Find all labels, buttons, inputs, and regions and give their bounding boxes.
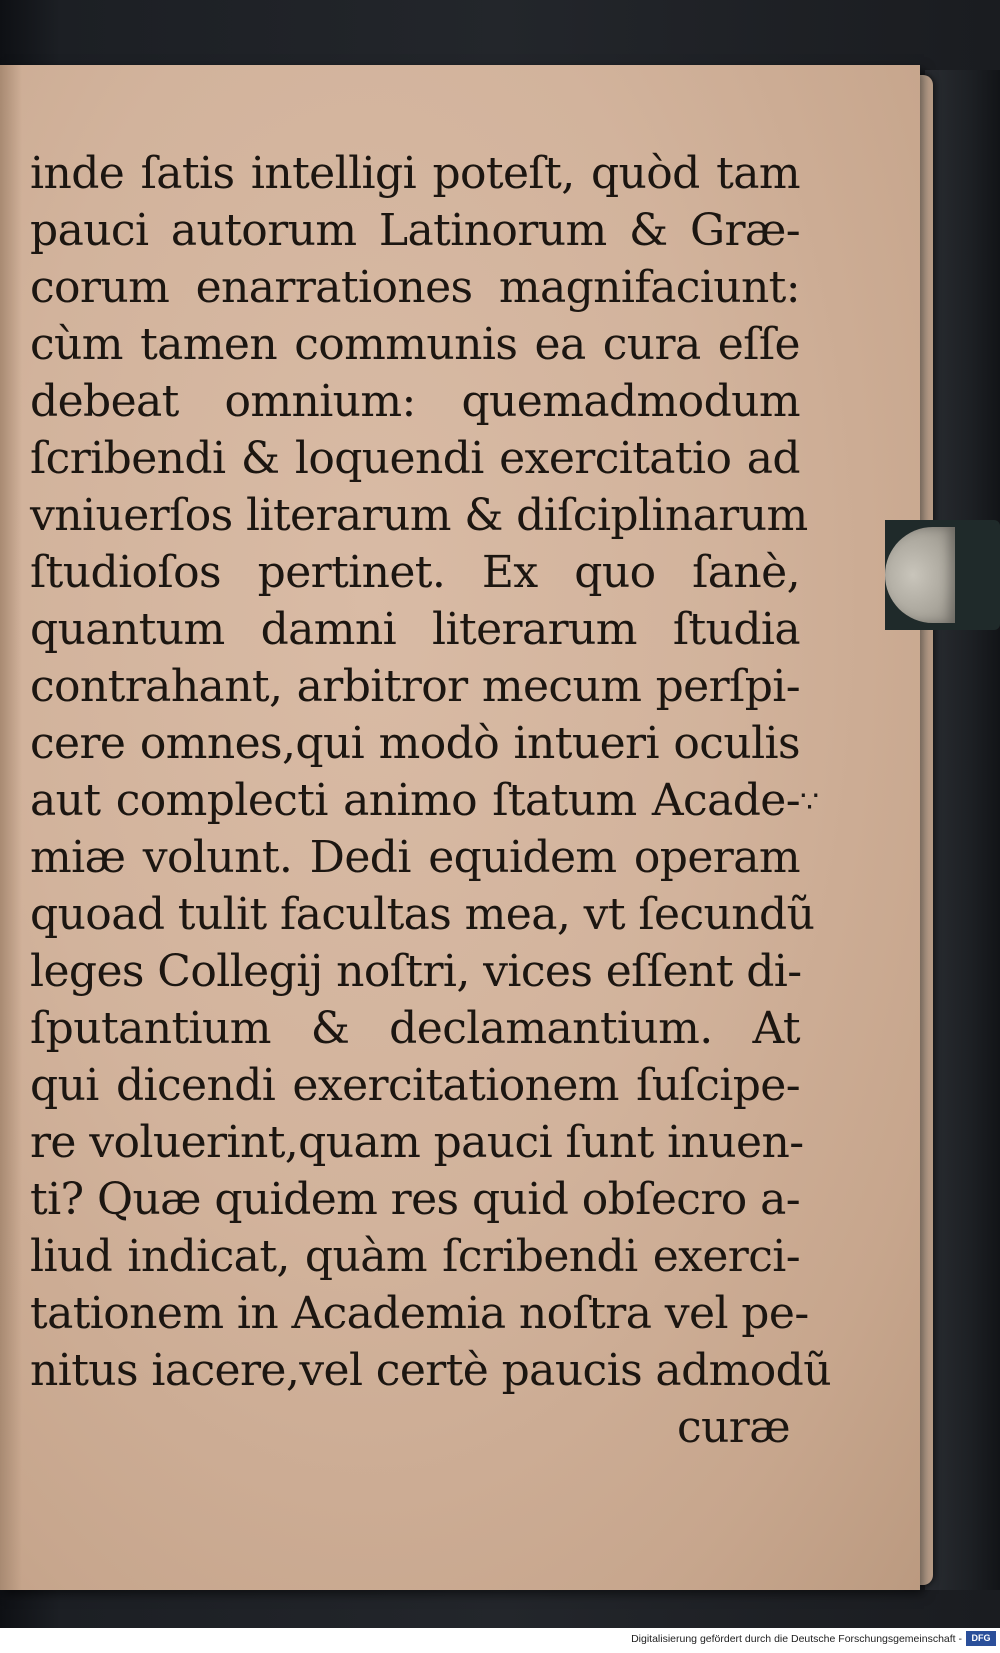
mount-board (925, 70, 1000, 1590)
text-line: ti? Quæ quidem res quid obſecro a- (30, 1174, 800, 1225)
text-line: aut complecti animo ſtatum Acade- (30, 775, 800, 826)
catchword: curæ (677, 1402, 790, 1453)
ink-stain-icon: ∵ (800, 785, 820, 820)
text-line: corum enarrationes magnifaciunt: (30, 262, 800, 313)
text-line: tationem in Academia noſtra vel pe- (30, 1288, 809, 1339)
text-line: cere omnes,qui modò intueri oculis (30, 718, 800, 769)
text-line: inde ſatis intelligi poteſt, quòd tam (30, 148, 800, 199)
text-line: ſtudioſos pertinet. Ex quo ſanè, (30, 547, 800, 598)
text-line: debeat omnium: quemadmodum (30, 376, 800, 427)
text-line: pauci autorum Latinorum & Græ- (30, 205, 800, 256)
text-line: leges Collegij noſtri, vices eſſent di- (30, 946, 802, 997)
digitization-credit: Digitalisierung gefördert durch die Deutsche Forschungsgemeinschaft - (631, 1633, 962, 1645)
text-line: contrahant, arbitror mecum perſpi- (30, 661, 800, 712)
text-line: vniuerſos literarum & diſciplinarum (30, 490, 808, 541)
text-line: ſputantium & declamantium. At (30, 1003, 800, 1054)
text-line: qui dicendi exercitationem ſuſcipe- (30, 1060, 800, 1111)
text-line: miæ volunt. Dedi equidem operam (30, 832, 800, 883)
text-line: quantum damni literarum ſtudia (30, 604, 800, 655)
text-line: cùm tamen communis ea cura eſſe (30, 319, 800, 370)
text-line: re voluerint,quam pauci ſunt inuen- (30, 1117, 804, 1168)
text-line: liud indicat, quàm ſcribendi exerci- (30, 1231, 800, 1282)
text-line: ſcribendi & loquendi exercitatio ad (30, 433, 800, 484)
text-line: quoad tulit facultas mea, vt ſecundũ (30, 889, 815, 940)
page-text (30, 145, 831, 1456)
text-line: nitus iacere,vel certè paucis admodũ (30, 1345, 831, 1396)
dfg-logo: DFG (966, 1631, 996, 1646)
